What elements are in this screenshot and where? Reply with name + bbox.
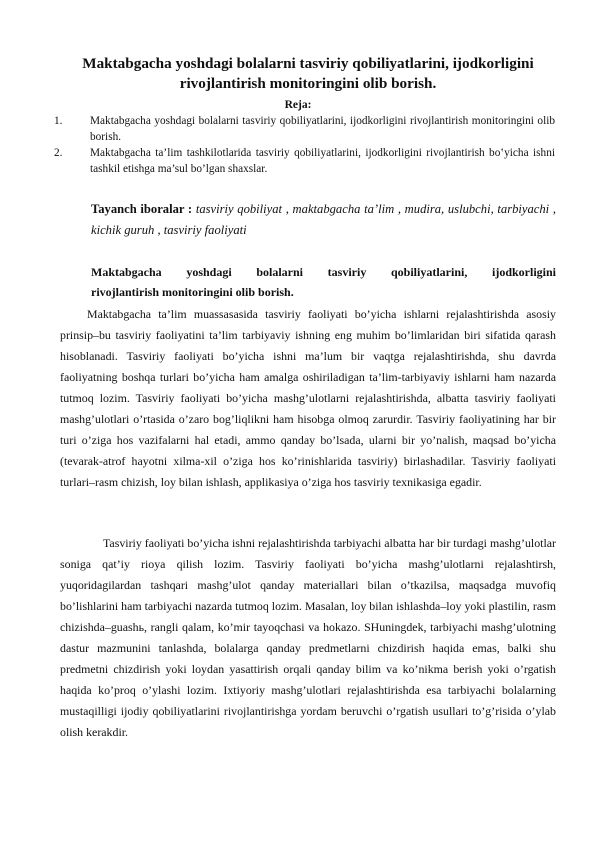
- plan-item: [54, 113, 555, 145]
- section-title-line-2: rivojlantirish monitoringini olib borish.: [91, 285, 294, 299]
- keywords-paragraph: [91, 199, 556, 241]
- section-title: [91, 262, 556, 302]
- document-title: Maktabgacha yoshdagi bolalarni tasviriy qobiliyatlarini, ijodkorligini rivojlantirish monitoringini olib borish.: [82, 55, 534, 92]
- body-paragraph-1: Maktabgacha ta’lim muassasasida tasviriy faoliyati bo’yicha ishlarni rejalashtirishda asosiy prinsip–bu tasviriy faoliyatini ta’lim tarbiyaviy ishning eng muhim bo’limlaridan biri sifatida qarash hisoblanadi. Tasviriy faoliyati bo’yicha ishni ma’lum bir vaqtga rejalashtirishda, shu davrda faoliyatning boshqa turlari bo’yicha ham amalga oshiriladigan ta’lim-tarbiyaviy ishlarni ham nazarda tutmoq lozim. Tasviriy faoliyati bo’yicha mashg’ulotlarni rejalashtirishda, albatta tasviriy faoliyati mashg’ulotlari o’rtasida o’zaro bog’liqlikni ham hisobga olmoq zarurdir. Tasviriy faoliyatining har bir turi o’ziga hos vazifalarni hal etadi, ammo qanday bo’lsada, ularni bir yo’nalish, maqsad bo’yicha (tevarak-atrof hayotni xilma-xil o’ziga hos ko’rinishlarida tasviriy) birlashadilar. Tasviriy faoliyati turlari–rasm chizish, loy bilan ishlash, applikasiya o’ziga hos tasviriy texnikasiga egadir.: [60, 307, 556, 489]
- plan-item: [54, 145, 555, 177]
- plan-item-text: Maktabgacha yoshdagi bolalarni tasviriy qobiliyatlarini, ijodkorligini rivojlantirish monitoringini olib borish.: [90, 115, 555, 143]
- keywords-text: tasviriy qobiliyat , maktabgacha ta’lim , mudira, uslubchi, tarbiyachi , kichik guruh , tasviriy faoliyati: [91, 202, 556, 237]
- plan-item-text: Maktabgacha ta’lim tashkilotlarida tasviriy qobiliyatlarini, ijodkorligini rivojlantirish bo‛yicha ishni tashkil etishga ma’sul bo’lgan shaxslar.: [90, 147, 555, 175]
- plan-list: [54, 113, 555, 177]
- plan-item-number: 1.: [54, 115, 63, 127]
- plan-item-number: 2.: [54, 147, 63, 159]
- section-title-line-1: Maktabgacha yoshdagi bolalarni tasviriy qobiliyatlarini, ijodkorligini: [91, 265, 556, 279]
- body-paragraph-2: Tasviriy faoliyati bo’yicha ishni rejalashtirishda tarbiyachi albatta har bir turdagi mashg’ulotlar soniga qat’iy rioya qilish lozim. Tasviriy faoliyati bo’yicha mashg’ulotlarni rejalashtirsh, yuqoridagilardan tashqari mashg’ulot qanday materiallari bilan o’tkazilsa, maqsadga muvofiq bo’lishlarini ham tarbiyachi nazarda tutmoq lozim. Masalan, loy bilan ishlashda–loy yoki plastilin, rasm chizishda–guashь, rangli qalam, ko’mir tayoqchasi va hokazo. SHuningdek, tarbiyachi mashg’ulotning dastur mazmunini tanlashda, bolalarga qanday predmetlarni chizdirish haqida emas, balki shu predmetni chizdirish yoki loydan yasattirish orqali qanday bilim va ko’nikma berish yoki o’rgatish haqida ko’proq o’ylashi lozim. Ixtiyoriy mashg’ulotlari rejalashtirishda esa tarbiyachi bolalarning mustaqilligi ijodiy qobiliyatlarini rivojlantirishga yordam beruvchi o’rgatish usullari to’g’risida o’ylab olish kerakdir.: [60, 536, 556, 739]
- keywords-label: Tayanch iboralar :: [91, 202, 193, 216]
- plan-heading: Reja:: [284, 99, 312, 111]
